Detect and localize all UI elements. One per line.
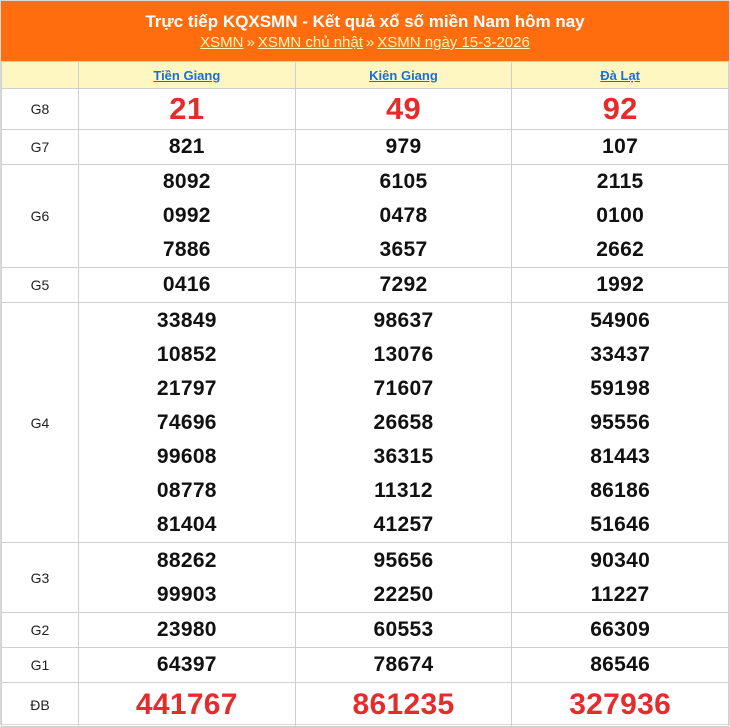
breadcrumb (1, 34, 729, 52)
prize-number: 41257 (373, 512, 434, 536)
breadcrumb-xsmn[interactable]: XSMN (200, 34, 244, 51)
prize-label: G6 (2, 165, 79, 268)
prize-number: 54906 (590, 308, 651, 332)
prize-cell-tien-giang (79, 613, 296, 648)
prize-number: 66309 (590, 618, 651, 641)
prize-row-g3 (2, 543, 729, 613)
prize-number: 21797 (156, 376, 217, 400)
prize-number: 59198 (590, 376, 651, 400)
prize-number: 11312 (374, 478, 433, 502)
prize-number: 3657 (379, 238, 428, 261)
prize-cell-tien-giang (79, 268, 296, 303)
prize-number: 64397 (156, 653, 217, 676)
prize-number: 107 (602, 135, 639, 158)
prize-number: 1992 (596, 273, 645, 296)
prize-cell-kien-giang (295, 165, 512, 268)
prize-number: 88262 (156, 548, 217, 572)
prize-number: 08778 (156, 478, 217, 502)
prize-row-g2 (2, 613, 729, 648)
prize-row-g5 (2, 268, 729, 303)
breadcrumb-separator: » (365, 34, 375, 51)
prize-number: 33437 (590, 342, 651, 366)
results-table (1, 61, 729, 727)
prize-cell-da-lat (512, 303, 729, 543)
prize-row-g1 (2, 648, 729, 683)
breadcrumb-separator: » (246, 34, 255, 51)
prize-number: 98637 (373, 308, 434, 332)
page-title: Trực tiếp KQXSMN - Kết quả xổ số miền Nam hôm nay (145, 12, 585, 31)
prize-label: ĐB (2, 683, 79, 727)
province-link-tien-giang[interactable]: Tiền Giang (153, 67, 221, 83)
prize-cell-da-lat (512, 543, 729, 613)
prize-number: 10852 (156, 342, 217, 366)
prize-number: 0416 (162, 273, 211, 296)
prize-row-g7 (2, 130, 729, 165)
prize-label: G5 (2, 268, 79, 303)
prize-number: 99608 (156, 444, 217, 468)
prize-number: 95656 (373, 548, 434, 572)
prize-cell-da-lat (512, 613, 729, 648)
prize-label: G1 (2, 648, 79, 683)
prize-cell-tien-giang (79, 543, 296, 613)
prize-number: 99903 (156, 582, 217, 606)
prize-cell-kien-giang (295, 130, 512, 165)
prize-number: 0100 (596, 204, 645, 227)
prize-cell-tien-giang (79, 130, 296, 165)
prize-label-header (2, 62, 79, 89)
prize-number: 7886 (162, 238, 211, 261)
prize-number: 0992 (162, 204, 211, 227)
prize-number: 81404 (156, 512, 217, 536)
prize-number: 821 (168, 135, 205, 158)
prize-cell-da-lat (512, 165, 729, 268)
prize-label: G7 (2, 130, 79, 165)
province-header-da-lat (512, 62, 729, 89)
prize-number: 0478 (379, 204, 428, 227)
prize-number: 8092 (162, 170, 211, 193)
prize-cell-kien-giang (295, 613, 512, 648)
prize-cell-kien-giang (295, 303, 512, 543)
prize-label: G8 (2, 89, 79, 130)
prize-number: 33849 (156, 308, 217, 332)
prize-cell-kien-giang (295, 268, 512, 303)
prize-number: 861235 (352, 687, 455, 721)
prize-number: 49 (385, 91, 422, 126)
prize-number: 7292 (379, 273, 428, 296)
prize-cell-tien-giang (79, 165, 296, 268)
prize-number: 90340 (590, 548, 651, 572)
prize-number: 86186 (590, 478, 651, 502)
prize-label: G2 (2, 613, 79, 648)
prize-number: 22250 (373, 582, 434, 606)
prize-row-db (2, 683, 729, 727)
province-link-da-lat[interactable]: Đà Lạt (600, 67, 641, 83)
province-header-kien-giang (295, 62, 512, 89)
prize-number: 81443 (590, 444, 651, 468)
prize-number: 74696 (156, 410, 217, 434)
prize-label: G4 (2, 303, 79, 543)
prize-number: 6105 (379, 170, 428, 193)
province-header-row (2, 62, 729, 89)
prize-cell-kien-giang (295, 543, 512, 613)
province-header-tien-giang (79, 62, 296, 89)
prize-cell-tien-giang (79, 648, 296, 683)
prize-row-g6 (2, 165, 729, 268)
prize-row-g8 (2, 89, 729, 130)
prize-label: G3 (2, 543, 79, 613)
prize-cell-da-lat (512, 89, 729, 130)
prize-cell-tien-giang (79, 683, 296, 727)
prize-cell-da-lat (512, 268, 729, 303)
prize-number: 23980 (156, 618, 217, 641)
prize-number: 11227 (590, 582, 650, 606)
prize-number: 36315 (373, 444, 434, 468)
prize-number: 327936 (569, 687, 672, 721)
prize-cell-kien-giang (295, 648, 512, 683)
prize-row-g4 (2, 303, 729, 543)
breadcrumb-xsmn-date[interactable]: XSMN ngày 15-3-2026 (377, 34, 530, 51)
prize-cell-da-lat (512, 683, 729, 727)
prize-number: 60553 (373, 618, 434, 641)
prize-number: 71607 (373, 376, 434, 400)
prize-cell-kien-giang (295, 89, 512, 130)
prize-number: 26658 (373, 410, 434, 434)
prize-number: 92 (602, 91, 638, 126)
prize-number: 13076 (373, 342, 434, 366)
prize-number: 441767 (135, 687, 238, 721)
prize-cell-da-lat (512, 130, 729, 165)
prize-cell-tien-giang (79, 303, 296, 543)
prize-number: 86546 (590, 653, 651, 676)
prize-number: 78674 (373, 653, 434, 676)
prize-number: 21 (169, 91, 205, 126)
prize-number: 2115 (596, 170, 644, 193)
results-header (1, 1, 729, 61)
prize-cell-da-lat (512, 648, 729, 683)
prize-number: 95556 (590, 410, 651, 434)
prize-number: 2662 (596, 238, 645, 261)
province-link-kien-giang[interactable]: Kiên Giang (369, 67, 438, 83)
prize-cell-kien-giang (295, 683, 512, 727)
prize-number: 979 (385, 135, 422, 158)
prize-number: 51646 (590, 512, 651, 536)
prize-cell-tien-giang (79, 89, 296, 130)
breadcrumb-xsmn-sunday[interactable]: XSMN chủ nhật (257, 34, 363, 51)
